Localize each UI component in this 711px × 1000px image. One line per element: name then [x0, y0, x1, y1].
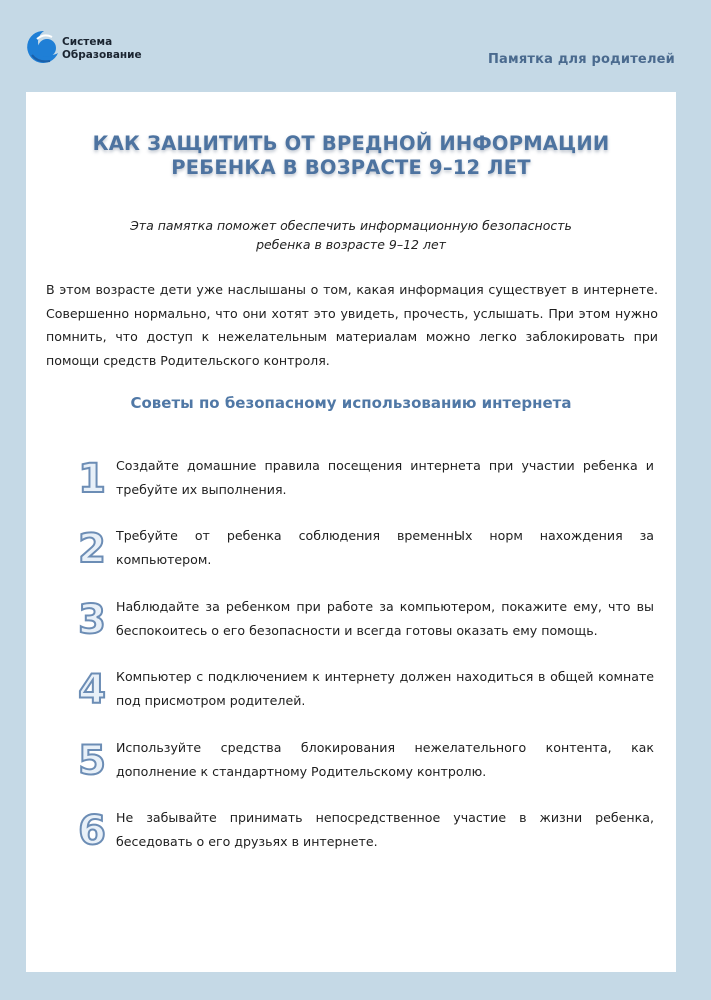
tip-text: Наблюдайте за ребенком при работе за компьютером, покажите ему, что вы беспокоитесь о его безопасности и всегда готовы оказать ему помощь.: [116, 599, 654, 638]
tip-text: Требуйте от ребенка соблюдения временнЫх норм нахождения за компьютером.: [116, 528, 654, 567]
intro-line-1: Эта памятка поможет обеспечить информационную безопасность: [130, 218, 572, 233]
tip-number: 2: [78, 526, 106, 570]
tip-number: 5: [78, 738, 106, 782]
tip-number: 6: [78, 808, 106, 852]
tip-number: 1: [78, 456, 106, 500]
number-6-icon: [74, 806, 110, 852]
tip-text: Используйте средства блокирования нежелательного контента, как дополнение к стандартному Родительскому контролю.: [116, 740, 654, 779]
tip-item: [26, 454, 676, 514]
tip-text: Не забывайте принимать непосредственное участие в жизни ребенка, беседовать о его друзьях в интернете.: [116, 810, 654, 849]
brand-line-1: Система: [62, 36, 113, 48]
number-4-icon: [74, 665, 110, 711]
number-3-icon: [74, 595, 110, 641]
number-5-icon: [74, 736, 110, 782]
tips-list: [26, 92, 676, 972]
tip-number: 4: [78, 667, 106, 711]
brand-line-2: Образование: [62, 49, 142, 61]
tip-text: Создайте домашние правила посещения интернета при участии ребенка и требуйте их выполнения.: [116, 458, 654, 497]
brand-name: [62, 36, 142, 62]
title-line-2: РЕБЕНКА В ВОЗРАСТЕ 9–12 ЛЕТ: [171, 156, 531, 179]
tip-item: [26, 595, 676, 655]
number-2-icon: [74, 524, 110, 570]
content-card: [26, 92, 676, 972]
memo-label: Памятка для родителей: [487, 52, 675, 67]
tip-item: [26, 806, 676, 866]
intro-line-2: ребенка в возрасте 9–12 лет: [256, 237, 446, 252]
tip-text: Компьютер с подключением к интернету должен находиться в общей комнате под присмотром родителей.: [116, 669, 654, 708]
tips-heading: Советы по безопасному использованию интернета: [130, 394, 572, 412]
title-line-1: КАК ЗАЩИТИТЬ ОТ ВРЕДНОЙ ИНФОРМАЦИИ: [92, 132, 610, 155]
intro-paragraph: В этом возрасте дети уже наслышаны о том, какая информация существует в интернете. Совершенно нормально, что они хотят это увидеть, прочесть, услышать. При этом нужно помнить, что доступ к нежелательным материалам можно легко заблокировать при помощи средств Родительского контроля.: [46, 282, 658, 368]
page-header: [0, 0, 711, 92]
tip-item: [26, 736, 676, 796]
tip-number: 3: [78, 597, 106, 641]
number-1-icon: [74, 454, 110, 500]
tip-item: [26, 524, 676, 584]
tip-item: [26, 665, 676, 725]
brand-logo-icon: [24, 27, 62, 69]
